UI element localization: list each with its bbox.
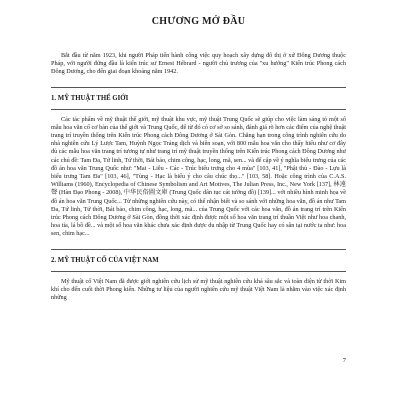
section-divider bbox=[51, 87, 346, 88]
section-divider bbox=[51, 249, 346, 250]
vietnamese-art-paragraph: Mỹ thuật cổ Việt Nam đã được giới nghiên cứu lịch sử mỹ thuật nghiên cứu khá sâu sắc và toàn diện từ thời Kim khí cho đến cuối thời Phong kiến. Những tư liệu của người nghiên cứu mỹ thuật Việt Nam là nhằm vào việc xác định những bbox=[51, 277, 346, 302]
section-heading-vietnamese-art: 2. MỸ THUẬT CỔ CỦA VIỆT NAM bbox=[51, 256, 159, 264]
world-art-paragraph: Các tác phẩm về mỹ thuật thế giới, mỹ thuật khu vực, mỹ thuật Trung Quốc sẽ giúp cho việc làm sáng tỏ một số mẫu hoa văn cổ cơ bản của thế giới và Trung Quốc, để từ đó có cơ sở so sánh, đánh giá rõ hơn các điểm của nghệ thuật trang trí truyền thống trên Kiến trúc Phong cách Đông Dương ở Sài Gòn. Chẳng hạn trong công trình nghiên cứu do nhà nghiên cứu Lý Lược Tam, Huỳnh Ngọc Trảng dịch và biên soạn, với 800 mẫu hoa văn cho thấy hiểu như cơ đây đủ các mẫu hoa văn trang trí tương tự như trang trí mỹ thuật truyền thống trên Kiến trúc Phong cách Đông Dương như các chủ đề: Tam Đa, Tứ linh, Tứ thời, Bát bảo, chim công, hạc, long, mã, sen... và để cập về ý nghĩa biểu trưng của các đồ án hoa văn Trung Quốc như: "Mai - Liễu - Các - Trúc biểu trưng cho 4 mùa" [103, 41], "Phật thủ - Đào - Lựu là biểu trưng Tam Đa" [103, 46], "Tùng - Hạc là biểu ý cho câu chúc thọ..." [103, 58]. Hoặc công trình của C.A.S. Williams (1960), Encyclopedia of Chinese Symbolism and Art Motives, The Julian Press, Inc., New York [137], 林遠聲 (Hàn Đạo Phong - 2008), 中华民俗圖文庫 (Trung Quốc dân tục cát tường đồ) [139]... với nhiều hình minh họa về đồ án hoa văn Trung Quốc... Từ những nghiên cứu này, có thể nhận biết và so sánh với những hoa văn, đồ án như Tam Đa, Tứ linh, Tứ thời, Bát bảo, chim công, hạc, long, mã... của Trung Quốc với các hoa văn, đồ án trang trí trên Kiến trúc Phong cách Đông Dương ở Sài Gòn, đồng thời xác định được một số hoa văn trang trí thuần Việt như hoa chanh, hoa tỉa, lá bồ đề... và một số hoa văn khác chưa xác định được du nhập từ Trung Quốc hay có sẵn tại nước ta như: hoa sen, chim hạc... bbox=[51, 115, 346, 238]
chapter-title: CHƯƠNG MỞ ĐẦU bbox=[151, 16, 246, 27]
intro-paragraph: Bắt đầu từ năm 1923, khi người Pháp tiến hành công việc quy hoạch xây dựng đô thị ở xứ Đông Dương thuộc Pháp, với người đứng đầu là kiến trúc sư Ernest Hébrard - người chủ trương của "xu hướng" Kiến trúc Phong cách Đông Dương, cho đến giai đoạn khoảng năm 1942. bbox=[51, 52, 346, 76]
page-number: 7 bbox=[342, 357, 346, 364]
section-divider bbox=[51, 271, 346, 272]
section-divider bbox=[51, 109, 346, 110]
section-heading-world-art: 1. MỸ THUẬT THẾ GIỚI bbox=[51, 94, 129, 102]
